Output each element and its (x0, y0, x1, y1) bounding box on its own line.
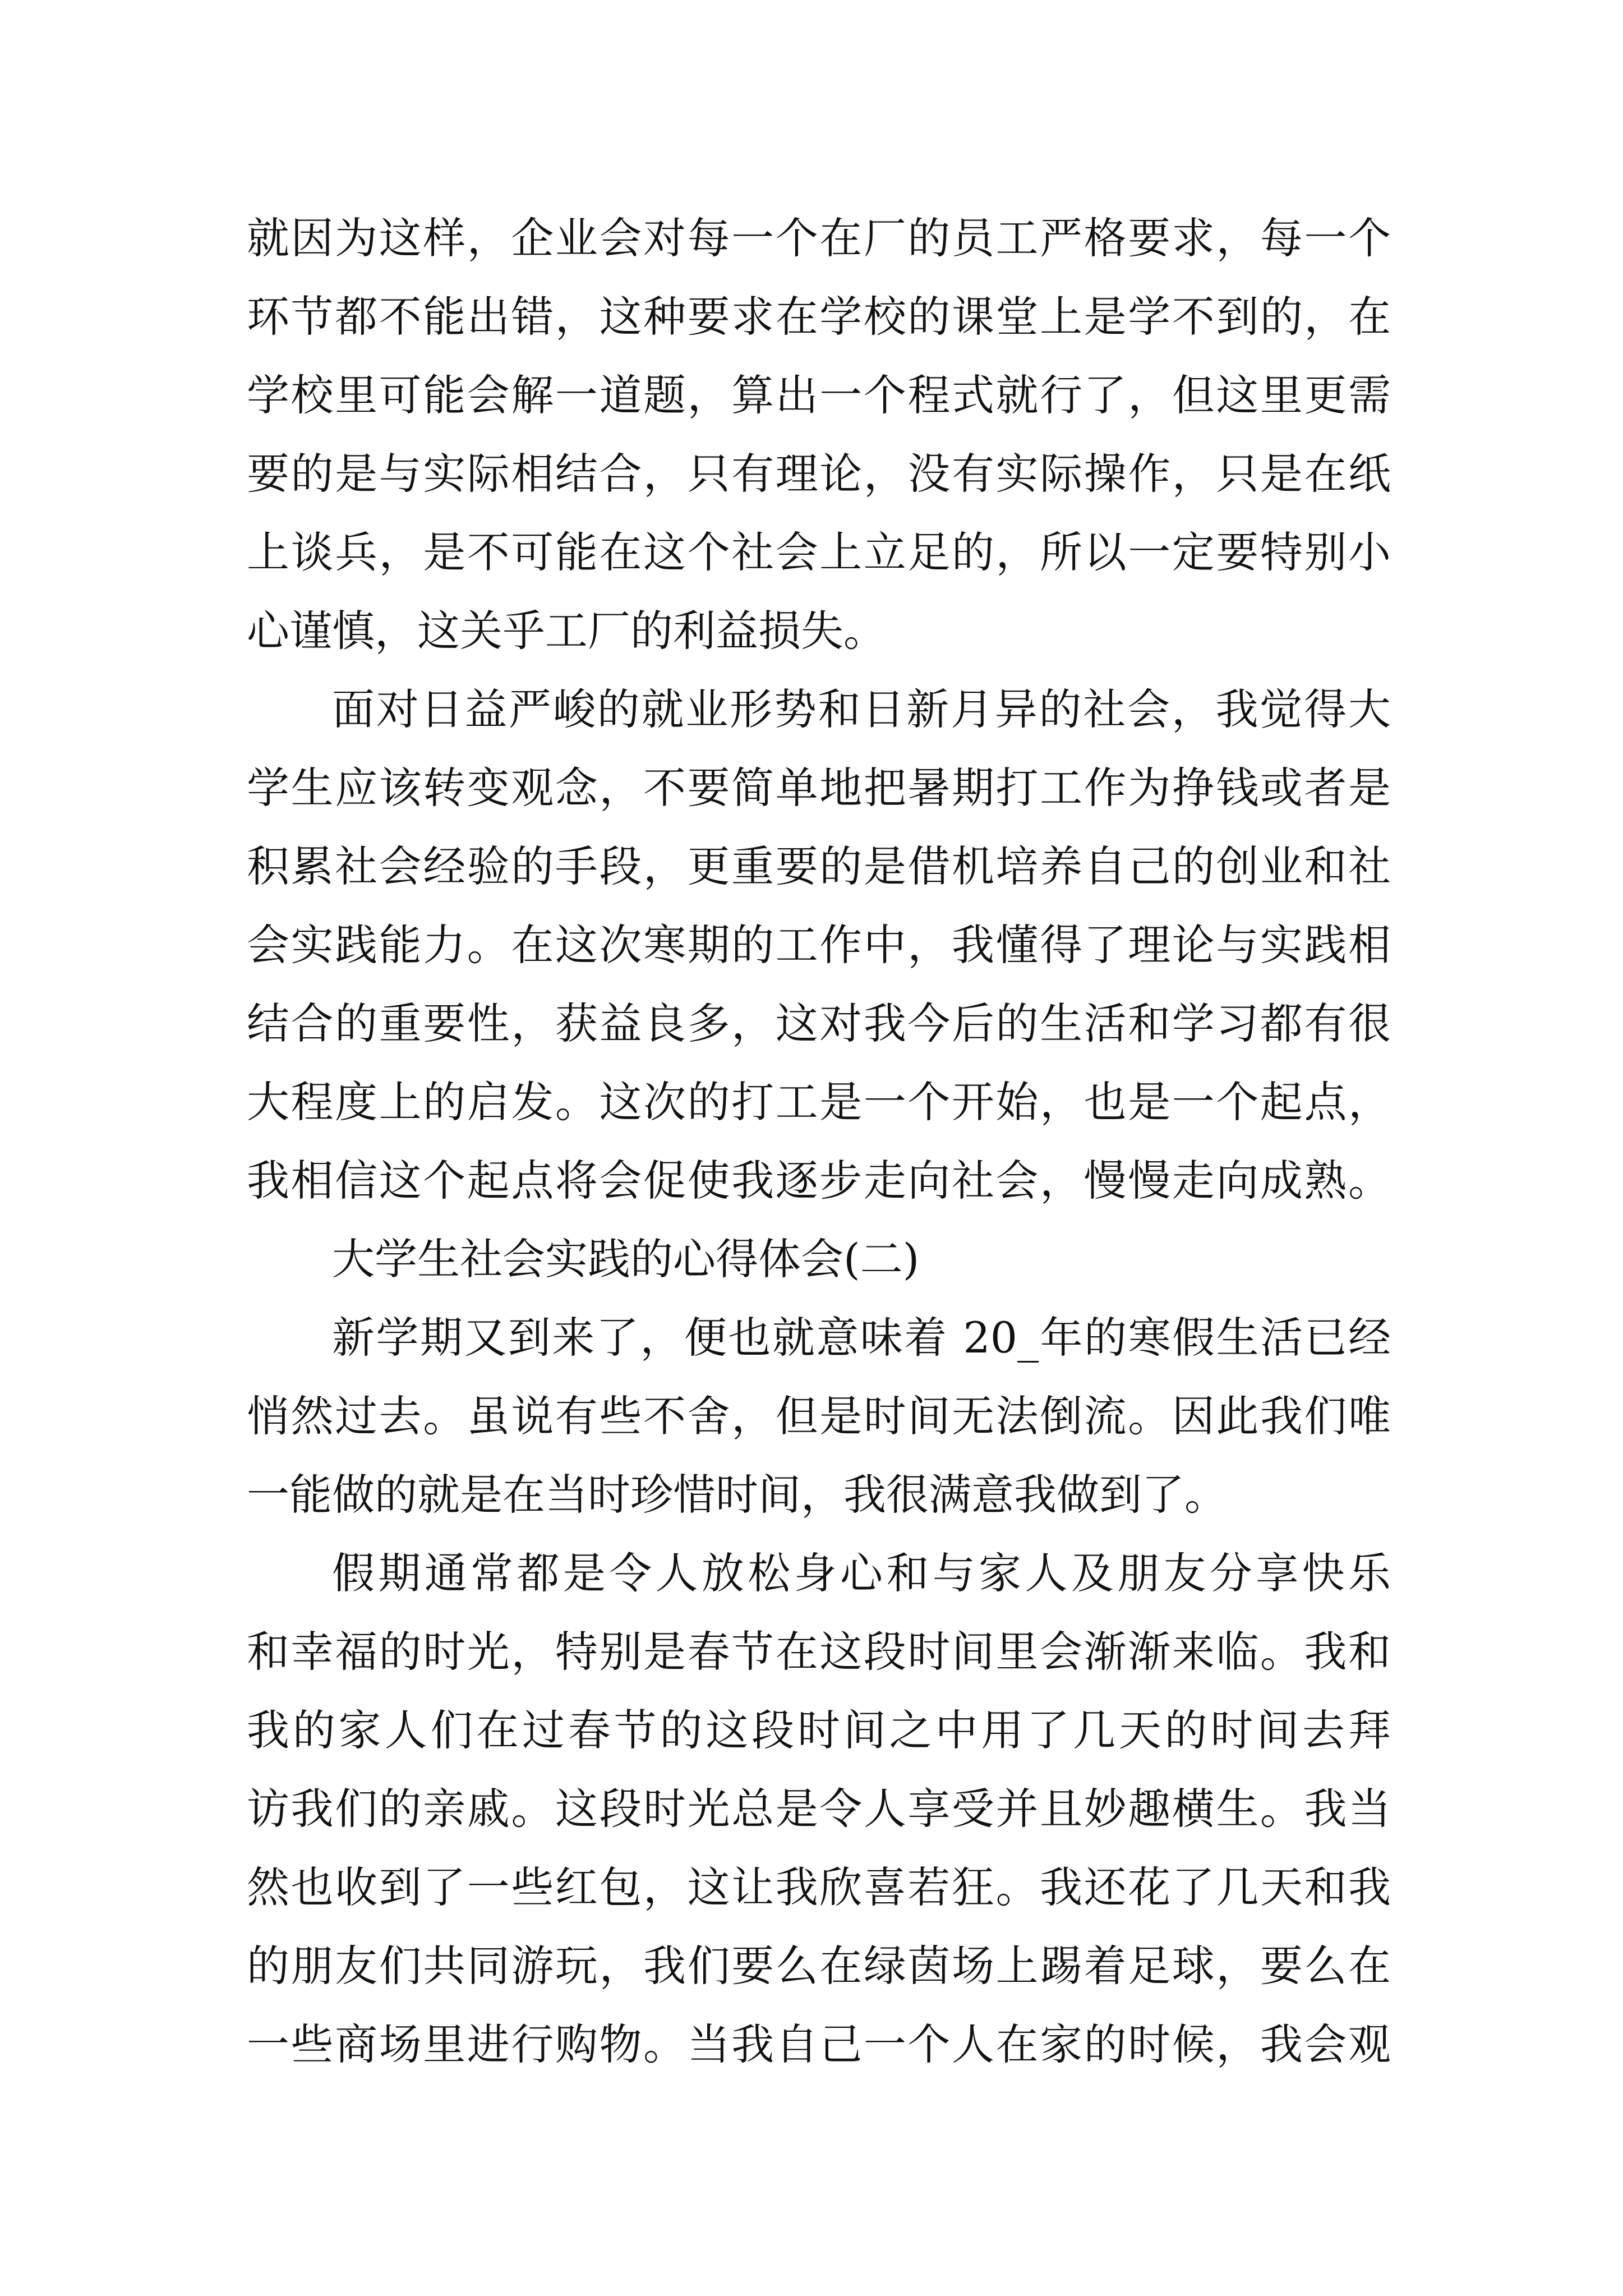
text-line: 结合的重要性，获益良多，这对我今后的生活和学习都有很 (247, 999, 1391, 1048)
document-body (247, 199, 1391, 2084)
text-line: 和幸福的时光，特别是春节在这段时间里会渐渐来临。我和 (247, 1627, 1391, 1677)
text-line: 要的是与实际相结合，只有理论，没有实际操作，只是在纸 (247, 449, 1391, 499)
text-line: 我的家人们在过春节的这段时间之中用了几天的时间去拜 (247, 1705, 1391, 1755)
text-line: 学生应该转变观念，不要简单地把暑期打工作为挣钱或者是 (247, 763, 1391, 813)
text-line: 悄然过去。虽说有些不舍，但是时间无法倒流。因此我们唯 (247, 1391, 1391, 1441)
text-line: 的朋友们共同游玩，我们要么在绿茵场上踢着足球，要么在 (247, 1941, 1391, 1991)
section-heading: 大学生社会实践的心得体会(二) (332, 1234, 920, 1284)
paragraph-start-line: 新学期又到来了，便也就意味着 20_年的寒假生活已经 (332, 1313, 1391, 1363)
text-line: 我相信这个起点将会促使我逐步走向社会，慢慢走向成熟。 (247, 1156, 1391, 1205)
text-line: 然也收到了一些红包，这让我欣喜若狂。我还花了几天和我 (247, 1862, 1391, 1912)
text-line: 环节都不能出错，这种要求在学校的课堂上是学不到的，在 (247, 292, 1391, 342)
paragraph-start-line: 面对日益严峻的就业形势和日新月异的社会，我觉得大 (332, 684, 1391, 734)
text-line: 一能做的就是在当时珍惜时间，我很满意我做到了。 (247, 1470, 1227, 1520)
text-line: 学校里可能会解一道题，算出一个程式就行了，但这里更需 (247, 370, 1391, 420)
text-line: 积累社会经验的手段，更重要的是借机培养自己的创业和社 (247, 841, 1391, 891)
text-line: 一些商场里进行购物。当我自己一个人在家的时候，我会观 (247, 2019, 1391, 2069)
paragraph-start-line: 假期通常都是令人放松身心和与家人及朋友分享快乐 (332, 1548, 1391, 1598)
text-line: 心谨慎，这关乎工厂的利益损失。 (247, 606, 886, 656)
text-line: 访我们的亲戚。这段时光总是令人享受并且妙趣横生。我当 (247, 1784, 1391, 1834)
text-line: 大程度上的启发。这次的打工是一个开始，也是一个起点， (247, 1077, 1391, 1127)
text-line: 上谈兵，是不可能在这个社会上立足的，所以一定要特别小 (247, 527, 1391, 577)
text-line: 会实践能力。在这次寒期的工作中，我懂得了理论与实践相 (247, 920, 1391, 970)
text-line: 就因为这样，企业会对每一个在厂的员工严格要求，每一个 (247, 213, 1391, 263)
